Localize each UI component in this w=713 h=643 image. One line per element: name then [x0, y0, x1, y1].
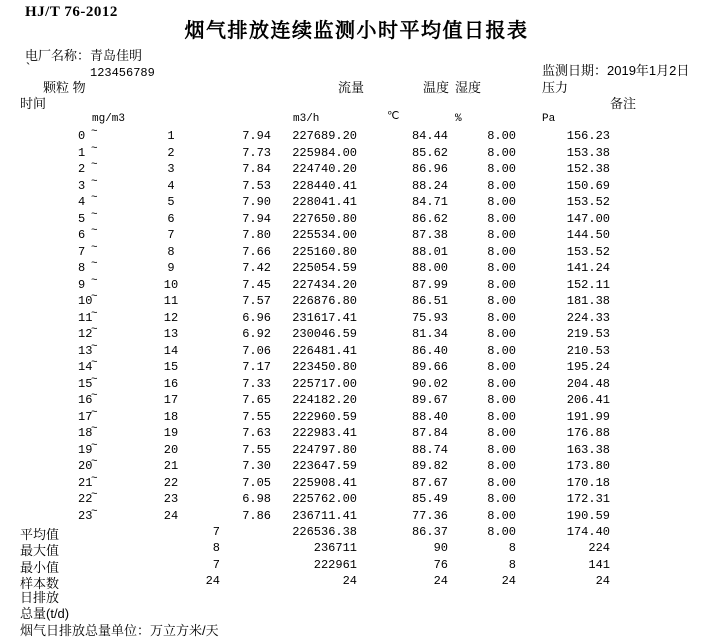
pressure-value: 141 [588, 557, 610, 572]
flow-value: 231617.41 [292, 310, 357, 325]
flow-value: 225908.41 [292, 475, 357, 490]
pm-value: 7.94 [242, 129, 271, 143]
humidity-value: 8.00 [487, 475, 516, 490]
summary-label: 最大值 [20, 543, 60, 558]
hourly-row [0, 128, 713, 145]
hourly-row [0, 274, 713, 294]
pm-value: 7.63 [242, 426, 271, 440]
time-separator: ~ [91, 423, 98, 435]
pm-value: 7.05 [242, 475, 271, 490]
summary-row [0, 573, 713, 590]
temperature-value: 81.34 [411, 327, 448, 341]
time-separator: ~ [91, 505, 98, 518]
temperature-value: 86.62 [411, 211, 448, 226]
hour-to: 13 [163, 327, 179, 341]
pm-value: 7.30 [242, 459, 271, 473]
time-separator: ~ [91, 324, 98, 336]
hourly-row [0, 505, 713, 525]
hourly-row [0, 326, 713, 343]
pressure-value: 153.52 [566, 195, 610, 209]
hourly-row [0, 439, 713, 459]
flow-value: 228041.41 [292, 195, 357, 209]
humidity-value: 8.00 [487, 211, 516, 226]
humidity-value: 8.00 [487, 376, 516, 391]
humidity-value: 8.00 [487, 195, 516, 209]
hour-to: 15 [163, 360, 179, 374]
plant-name: 电厂名称：青岛佳明 [25, 48, 143, 63]
pm-value: 6.98 [242, 492, 271, 506]
hour-to: 4 [167, 178, 175, 193]
hour-to: 11 [163, 294, 179, 308]
hour-to: 12 [163, 310, 179, 325]
humidity-value: 8.00 [487, 343, 516, 358]
hour-to: 24 [163, 508, 179, 523]
humidity-value: 8.00 [487, 244, 516, 259]
flow-value: 225534.00 [292, 228, 357, 242]
humidity-value: 8.00 [487, 178, 516, 193]
tick-mark: ` [26, 60, 31, 75]
column-header-pressure: 压力 [542, 80, 569, 95]
temperature-value: 84.71 [411, 195, 448, 209]
pressure-value: 141.24 [566, 261, 610, 275]
flow-value: 222961 [313, 557, 357, 572]
column-header-particulate: 颗粒 物 [43, 80, 86, 95]
temperature-value: 90.02 [411, 376, 448, 391]
temperature-value: 88.01 [411, 244, 448, 259]
pm-value: 7.55 [242, 442, 271, 457]
time-separator: ~ [91, 340, 98, 353]
footer-total-label: 总量(t/d) [20, 606, 70, 621]
plant-code: 123456789 [90, 66, 155, 80]
temperature-value: 75.93 [411, 310, 448, 325]
temperature-value: 86.40 [411, 343, 448, 358]
temperature-value: 87.84 [411, 426, 448, 440]
time-separator: ~ [91, 225, 98, 237]
pm-value: 7.45 [242, 277, 271, 292]
pm-value: 7.80 [242, 228, 271, 242]
time-separator: ~ [91, 258, 98, 270]
flow-value: 225717.00 [292, 376, 357, 391]
hour-from: 18 [78, 426, 93, 440]
temperature-value: 88.74 [411, 442, 448, 457]
temperature-value: 88.24 [411, 178, 448, 193]
hour-from: 11 [78, 310, 93, 325]
hourly-row [0, 161, 713, 178]
hourly-row [0, 491, 713, 508]
time-separator: ~ [91, 456, 98, 468]
hour-from: 12 [78, 327, 93, 341]
hour-from: 3 [78, 178, 86, 193]
humidity-value: 8 [508, 557, 516, 572]
temperature-value: 87.99 [411, 277, 448, 292]
hour-from: 23 [78, 508, 93, 523]
hour-from: 6 [78, 228, 86, 242]
hour-to: 1 [167, 129, 175, 143]
flow-value: 24 [342, 574, 357, 588]
hourly-row [0, 307, 713, 327]
time-separator: ~ [91, 390, 98, 402]
pm-value: 7.06 [242, 343, 271, 358]
time-separator: ~ [91, 439, 98, 452]
pressure-value: 147.00 [566, 211, 610, 226]
pressure-value: 191.99 [566, 409, 610, 424]
temperature-value: 77.36 [411, 508, 448, 523]
hour-from: 10 [78, 294, 93, 308]
pressure-value: 195.24 [566, 360, 610, 374]
pressure-value: 156.23 [566, 129, 610, 143]
humidity-value: 8.00 [487, 426, 516, 440]
hour-from: 15 [78, 376, 93, 391]
unit-particulate: mg/m3 [92, 113, 126, 125]
humidity-value: 8.00 [487, 442, 516, 457]
hour-to: 7 [167, 228, 175, 242]
hour-to: 10 [163, 277, 179, 292]
humidity-value: 8.00 [487, 492, 516, 506]
pressure-value: 181.38 [566, 294, 610, 308]
pm-value: 7.65 [242, 393, 271, 407]
pressure-value: 173.80 [566, 459, 610, 473]
hourly-row [0, 472, 713, 492]
time-separator: ~ [91, 357, 98, 369]
hour-from: 19 [78, 442, 93, 457]
summary-label: 平均值 [20, 526, 60, 542]
hourly-row [0, 425, 713, 442]
hour-from: 8 [78, 261, 86, 275]
temperature-value: 89.66 [411, 360, 448, 374]
pm-value: 7.84 [242, 162, 271, 176]
hourly-row [0, 359, 713, 376]
summary-row [0, 540, 713, 557]
column-header-remark: 备注 [610, 96, 637, 111]
hourly-row [0, 227, 713, 244]
humidity-value: 8.00 [487, 393, 516, 407]
pressure-value: 153.52 [566, 244, 610, 259]
humidity-value: 8.00 [487, 360, 516, 374]
column-header-humidity: 湿度 [455, 80, 482, 95]
flow-value: 226536.38 [292, 524, 357, 539]
hour-from: 2 [78, 162, 86, 176]
hour-from: 9 [78, 277, 86, 292]
pm-value: 6.96 [242, 310, 271, 325]
unit-flow: m3/h [293, 113, 320, 125]
pressure-value: 190.59 [566, 508, 610, 523]
humidity-value: 8.00 [487, 129, 516, 143]
pm-value: 7.53 [242, 178, 271, 193]
hour-from: 0 [78, 129, 86, 143]
humidity-value: 8.00 [487, 228, 516, 242]
flow-value: 224182.20 [292, 393, 357, 407]
time-separator: ~ [91, 291, 98, 303]
flow-value: 227689.20 [292, 129, 357, 143]
pressure-value: 170.18 [566, 475, 610, 490]
pressure-value: 152.11 [566, 277, 610, 292]
hourly-row [0, 373, 713, 393]
temperature-value: 88.00 [411, 261, 448, 275]
pressure-value: 204.48 [566, 376, 610, 391]
temperature-value: 90 [433, 541, 448, 555]
humidity-value: 8.00 [487, 327, 516, 341]
temperature-value: 89.67 [411, 393, 448, 407]
column-header-time: 时间 [20, 96, 47, 111]
temperature-value: 89.82 [411, 459, 448, 473]
footer-unit-note: 烟气日排放总量单位：万立方米/天 [20, 623, 219, 638]
pm-value: 7.73 [242, 145, 271, 160]
time-separator: ~ [91, 159, 98, 171]
time-separator: ~ [91, 274, 98, 287]
standard-code: HJ/T 76-2012 [25, 4, 118, 20]
hourly-row [0, 175, 713, 195]
hour-from: 14 [78, 360, 93, 374]
humidity-value: 8.00 [487, 162, 516, 176]
pressure-value: 224.33 [566, 310, 610, 325]
pm-value: 7.86 [242, 508, 271, 523]
pm-value: 7.55 [242, 409, 271, 424]
time-separator: ~ [91, 307, 98, 320]
humidity-value: 8.00 [487, 459, 516, 473]
humidity-value: 8.00 [487, 409, 516, 424]
hour-to: 20 [163, 442, 179, 457]
hour-to: 18 [163, 409, 179, 424]
time-separator: ~ [91, 472, 98, 485]
pm-value: 7.66 [242, 244, 271, 259]
hour-from: 13 [78, 343, 93, 358]
temperature-value: 87.67 [411, 475, 448, 490]
temperature-value: 88.40 [411, 409, 448, 424]
pressure-value: 172.31 [566, 492, 610, 506]
humidity-value: 8.00 [487, 277, 516, 292]
flow-value: 223450.80 [292, 360, 357, 374]
humidity-value: 8.00 [487, 294, 516, 308]
temperature-value: 86.37 [411, 524, 448, 539]
flow-value: 230046.59 [292, 327, 357, 341]
flow-value: 226876.80 [292, 294, 357, 308]
flow-value: 225054.59 [292, 261, 357, 275]
humidity-value: 8.00 [487, 524, 516, 539]
pm-value: 7.94 [242, 211, 271, 226]
hour-from: 21 [78, 475, 93, 490]
flow-value: 225984.00 [292, 145, 357, 160]
hourly-row [0, 208, 713, 228]
temperature-value: 86.96 [411, 162, 448, 176]
flow-value: 222960.59 [292, 409, 357, 424]
monitor-date: 监测日期：2019年1月2日 [542, 63, 690, 78]
hourly-row [0, 293, 713, 310]
hour-to: 23 [163, 492, 179, 506]
flow-value: 228440.41 [292, 178, 357, 193]
time-separator: ~ [91, 192, 98, 204]
pm-value: 7 [212, 557, 220, 572]
summary-row [0, 557, 713, 574]
hour-to: 5 [167, 195, 175, 209]
hour-from: 20 [78, 459, 93, 473]
humidity-value: 8.00 [487, 261, 516, 275]
time-separator: ~ [91, 241, 98, 254]
unit-temperature: ℃ [387, 111, 400, 123]
hour-to: 14 [163, 343, 179, 358]
hour-to: 17 [163, 393, 179, 407]
hour-from: 16 [78, 393, 93, 407]
temperature-value: 24 [433, 574, 448, 588]
pm-value: 7.17 [242, 360, 271, 374]
column-header-temperature: 温度 [423, 80, 450, 95]
pm-value: 7 [212, 524, 220, 539]
unit-pressure: Pa [542, 113, 556, 125]
hour-to: 8 [167, 244, 175, 259]
flow-value: 224797.80 [292, 442, 357, 457]
pm-value: 7.90 [242, 195, 271, 209]
hourly-row [0, 142, 713, 162]
summary-label: 最小值 [20, 559, 60, 575]
time-separator: ~ [91, 175, 98, 188]
hourly-row [0, 392, 713, 409]
pressure-value: 224 [588, 541, 610, 555]
flow-value: 225762.00 [292, 492, 357, 506]
temperature-value: 85.49 [411, 492, 448, 506]
hourly-row [0, 260, 713, 277]
footer-daily-emission: 日排放 [20, 590, 60, 605]
hourly-row [0, 458, 713, 475]
hour-from: 7 [78, 244, 86, 259]
hour-to: 16 [163, 376, 179, 391]
flow-value: 226481.41 [292, 343, 357, 358]
hour-from: 4 [78, 195, 86, 209]
pressure-value: 206.41 [566, 393, 610, 407]
pm-value: 7.33 [242, 376, 271, 391]
hourly-row [0, 241, 713, 261]
humidity-value: 8.00 [487, 310, 516, 325]
time-separator: ~ [91, 142, 98, 155]
time-separator: ~ [91, 208, 98, 221]
hour-from: 1 [78, 145, 86, 160]
time-separator: ~ [91, 406, 98, 419]
hour-from: 5 [78, 211, 86, 226]
column-header-flow: 流量 [338, 80, 365, 95]
flow-value: 223647.59 [292, 459, 357, 473]
temperature-value: 85.62 [411, 145, 448, 160]
hourly-row [0, 194, 713, 211]
temperature-value: 84.44 [411, 129, 448, 143]
pressure-value: 163.38 [566, 442, 610, 457]
hour-from: 22 [78, 492, 93, 506]
hourly-row [0, 406, 713, 426]
pressure-value: 174.40 [566, 524, 610, 539]
humidity-value: 8 [508, 541, 516, 555]
temperature-value: 76 [433, 557, 448, 572]
pressure-value: 144.50 [566, 228, 610, 242]
humidity-value: 8.00 [487, 508, 516, 523]
pressure-value: 24 [595, 574, 610, 588]
report-title: 烟气排放连续监测小时平均值日报表 [184, 20, 529, 42]
hourly-row [0, 340, 713, 360]
temperature-value: 86.51 [411, 294, 448, 308]
pressure-value: 219.53 [566, 327, 610, 341]
time-separator: ~ [91, 373, 98, 386]
flow-value: 225160.80 [292, 244, 357, 259]
hour-to: 21 [163, 459, 179, 473]
pressure-value: 210.53 [566, 343, 610, 358]
flow-value: 227650.80 [292, 211, 357, 226]
temperature-value: 87.38 [411, 228, 448, 242]
pm-value: 6.92 [242, 327, 271, 341]
time-separator: ~ [91, 489, 98, 501]
pm-value: 8 [212, 541, 220, 555]
hour-to: 9 [167, 261, 175, 275]
hour-to: 19 [163, 426, 179, 440]
pressure-value: 150.69 [566, 178, 610, 193]
pm-value: 24 [205, 574, 220, 588]
flow-value: 222983.41 [292, 426, 357, 440]
time-separator: ~ [91, 126, 98, 138]
hour-to: 2 [167, 145, 175, 160]
pressure-value: 153.38 [566, 145, 610, 160]
pressure-value: 152.38 [566, 162, 610, 176]
humidity-value: 8.00 [487, 145, 516, 160]
flow-value: 224740.20 [292, 162, 357, 176]
hour-to: 6 [167, 211, 175, 226]
summary-label: 样本数 [20, 576, 60, 591]
unit-humidity: % [455, 113, 462, 125]
summary-row [0, 524, 713, 541]
humidity-value: 24 [501, 574, 516, 588]
flow-value: 227434.20 [292, 277, 357, 292]
flow-value: 236711.41 [292, 508, 357, 523]
pm-value: 7.57 [242, 294, 271, 308]
flow-value: 236711 [313, 541, 357, 555]
hour-to: 22 [163, 475, 179, 490]
hour-from: 17 [78, 409, 93, 424]
pm-value: 7.42 [242, 261, 271, 275]
hour-to: 3 [167, 162, 175, 176]
pressure-value: 176.88 [566, 426, 610, 440]
